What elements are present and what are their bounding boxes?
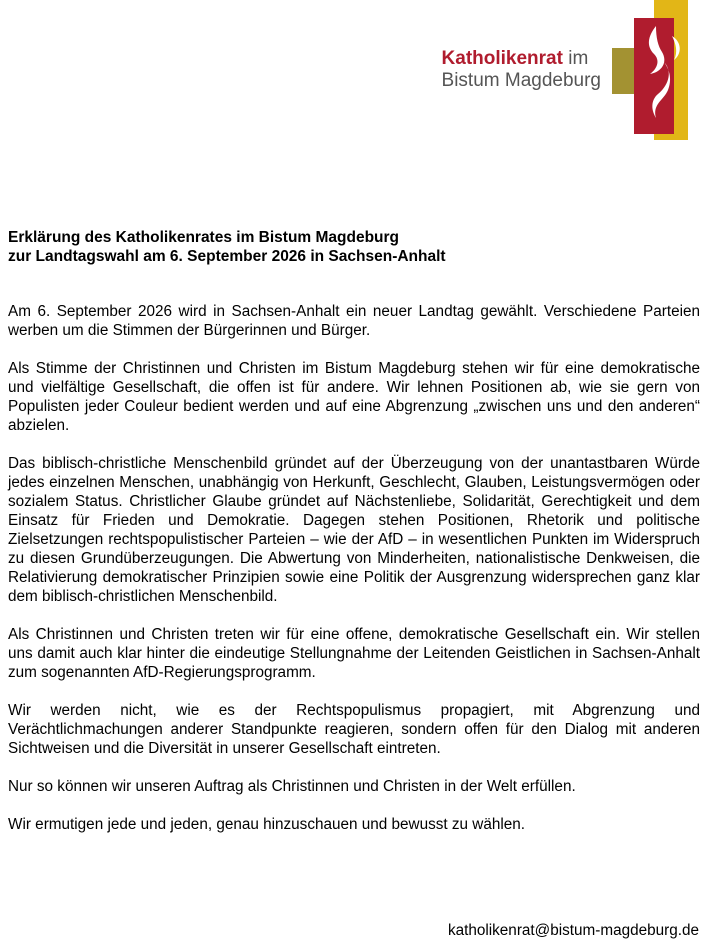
- logo-text: [442, 48, 601, 92]
- paragraph-2: Als Stimme der Christinnen und Christen im Bistum Magdeburg stehen wir für eine demokratische und vielfältige Gesellschaft, die offen ist für andere. Wir lehnen Positionen ab, wie sie gern von Populisten jeder Couleur bedient werden und auf eine Abgrenzung „zwischen uns und den anderen“ abzielen.: [8, 360, 700, 434]
- paragraph-5: Wir werden nicht, wie es der Rechtspopulismus propagiert, mit Abgrenzung und Verächtlichmachungen anderer Standpunkte reagieren, sondern offen für den Dialog mit anderen Sichtweisen und die Diversität in unserer Gesellschaft eintreten.: [8, 702, 700, 757]
- title-line1: Erklärung des Katholikenrates im Bistum Magdeburg: [8, 229, 400, 246]
- logo-suffix: im: [568, 48, 589, 69]
- katholikenrat-logo-icon: [612, 0, 692, 140]
- paragraph-1: Am 6. September 2026 wird in Sachsen-Anhalt ein neuer Landtag gewählt. Verschiedene Parteien werben um die Stimmen der Bürgerinnen und Bürger.: [8, 303, 700, 339]
- footer-email: katholikenrat@bistum-magdeburg.de: [447, 922, 699, 939]
- paragraph-3: Das biblisch-christliche Menschenbild gründet auf der Überzeugung von der unantastbaren Würde jedes einzelnen Menschen, unabhängig von Herkunft, Geschlecht, Glauben, Leistungsvermögen oder sozialem Status. Christlicher Glaube gründet auf Nächstenliebe, Solidarität, Gerechtigkeit und dem Einsatz für Frieden und Demokratie. Dagegen stehen Positionen, Rhetorik und politische Zielsetzungen rechtspopulistischer Parteien – wie der AfD – in wesentlichen Punkten im Widerspruch zu diesen Grundüberzeugungen. Die Abwertung von Minderheiten, nationalistische Denkweisen, die Relativierung demokratischer Prinzipien sowie eine Politik der Ausgrenzung widersprechen ganz klar dem biblisch-christlichen Menschenbild.: [8, 455, 700, 605]
- title-line2: zur Landtagswahl am 6. September 2026 in Sachsen-Anhalt: [8, 248, 446, 265]
- document-body: [8, 302, 700, 853]
- logo-brand: Katholikenrat: [441, 48, 563, 69]
- document-title: [8, 228, 698, 266]
- paragraph-7: Wir ermutigen jede und jeden, genau hinzuschauen und bewusst zu wählen.: [8, 816, 526, 833]
- paragraph-4: Als Christinnen und Christen treten wir für eine offene, demokratische Gesellschaft ein. Wir stellen uns damit auch klar hinter die eindeutige Stellungnahme der Leitenden Geistlichen in Sachsen-Anhalt zum sogenannten AfD-Regierungsprogramm.: [8, 626, 700, 681]
- paragraph-6: Nur so können wir unseren Auftrag als Christinnen und Christen in der Welt erfüllen.: [8, 778, 576, 795]
- logo-line2: Bistum Magdeburg: [441, 70, 601, 91]
- logo-line1: [442, 48, 601, 70]
- letterhead: [0, 0, 711, 150]
